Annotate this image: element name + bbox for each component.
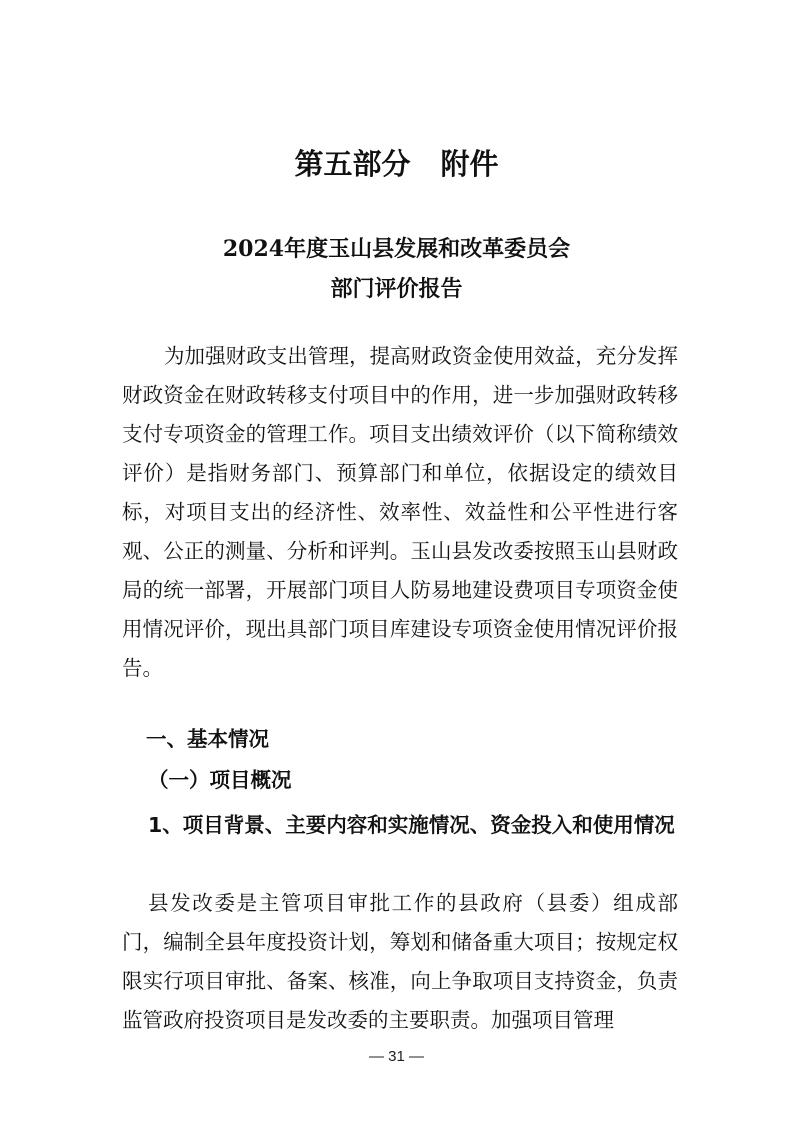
page-number: — 31 — xyxy=(368,1048,425,1065)
report-title-line2: 部门评价报告 xyxy=(330,276,463,302)
section-heading: 一、基本情况 xyxy=(146,727,269,751)
body-paragraph: 县发改委是主管项目审批工作的县政府（县委）组成部门，编制全县年度投资计划，筹划和储备重大项目；按规定权限实行项目审批、备案、核准，向上争取项目支持资金，负责监管政府投资项目是发改委的主要职责。加强项目管理 xyxy=(122,891,678,1032)
intro-paragraph: 为加强财政支出管理，提高财政资金使用效益，充分发挥财政资金在财政转移支付项目中的作用，进一步加强财政转移支付专项资金的管理工作。项目支出绩效评价（以下简称绩效评价）是指财务部门、预算部门和单位，依据设定的绩效目标，对项目支出的经济性、效率性、效益性和公平性进行客观、公正的测量、分析和评判。玉山县发改委按照玉山县财政局的统一部署，开展部门项目人防易地建设费项目专项资金使用情况评价，现出具部门项目库建设专项资金使用情况评价报告。 xyxy=(122,344,678,680)
item-heading: 1、项目背景、主要内容和实施情况、资金投入和使用情况 xyxy=(148,813,675,837)
part-title-number: 第五部分 xyxy=(294,147,411,181)
part-title-name: 附件 xyxy=(440,147,499,181)
subsection-heading: （一）项目概况 xyxy=(148,768,292,792)
report-title-line1: 2024年度玉山县发展和改革委员会 xyxy=(222,236,571,262)
part-title xyxy=(0,142,793,183)
